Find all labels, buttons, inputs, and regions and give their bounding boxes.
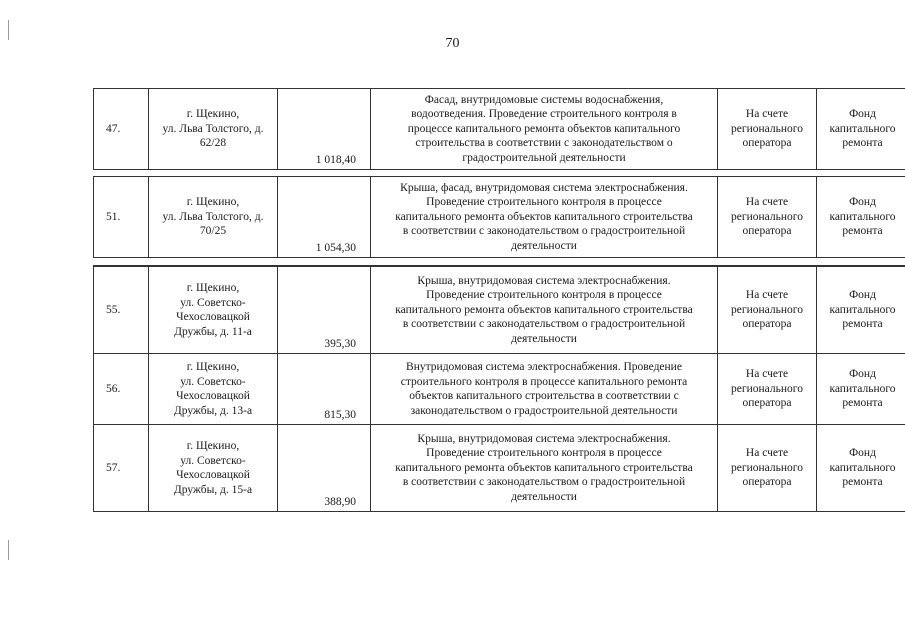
works-table-block-1: [93, 88, 905, 170]
row-account: На счете регионального оператора: [718, 177, 817, 258]
row-cost: 815,30: [278, 354, 371, 425]
table-row: [94, 425, 905, 512]
row-cost: 395,30: [278, 266, 371, 354]
row-account: На счете регионального оператора: [718, 354, 817, 425]
table-row: [94, 177, 905, 258]
row-work: Внутридомовая система электроснабжения. Проведение строительного контроля в процессе капитального ремонта объектов капитального строительства в соответствии с законодательством о градостроительной деятельности: [371, 354, 718, 425]
row-fund: Фонд капитального ремонта: [817, 89, 905, 170]
row-fund: Фонд капитального ремонта: [817, 177, 905, 258]
row-number: 56.: [94, 354, 149, 425]
page-number: 70: [445, 36, 460, 51]
row-work: Крыша, внутридомовая система электроснабжения. Проведение строительного контроля в процессе капитального ремонта объектов капитального строительства в соответствии с законодательством о градостроительной деятельности: [371, 266, 718, 354]
row-work: Фасад, внутридомовые системы водоснабжения, водоотведения. Проведение строительного контроля в процессе капитального ремонта объектов капитального строительства в соответствии с законодательством о градостроительной деятельности: [371, 89, 718, 170]
row-address: г. Щекино, ул. Льва Толстого, д. 70/25: [149, 177, 278, 258]
row-work: Крыша, внутридомовая система электроснабжения. Проведение строительного контроля в процессе капитального ремонта объектов капитального строительства в соответствии с законодательством о градостроительной деятельности: [371, 425, 718, 512]
scan-mark: [8, 540, 9, 560]
row-number: 55.: [94, 266, 149, 354]
row-account: На счете регионального оператора: [718, 266, 817, 354]
row-number: 57.: [94, 425, 149, 512]
row-number: 47.: [94, 89, 149, 170]
row-address: г. Щекино, ул. Советско- Чехословацкой Дружбы, д. 13-а: [149, 354, 278, 425]
row-address: г. Щекино, ул. Советско- Чехословацкой Дружбы, д. 11-а: [149, 266, 278, 354]
works-table-block-2: [93, 176, 905, 258]
table-row: [94, 266, 905, 354]
row-fund: Фонд капитального ремонта: [817, 425, 905, 512]
row-number: 51.: [94, 177, 149, 258]
row-fund: Фонд капитального ремонта: [817, 354, 905, 425]
table-row: [94, 354, 905, 425]
works-table-block-3: [93, 265, 905, 512]
row-cost: 388,90: [278, 425, 371, 512]
table-row: [94, 89, 905, 170]
scan-mark: [8, 20, 9, 40]
row-cost: 1 018,40: [278, 89, 371, 170]
row-account: На счете регионального оператора: [718, 89, 817, 170]
row-fund: Фонд капитального ремонта: [817, 266, 905, 354]
row-address: г. Щекино, ул. Льва Толстого, д. 62/28: [149, 89, 278, 170]
row-address: г. Щекино, ул. Советско- Чехословацкой Дружбы, д. 15-а: [149, 425, 278, 512]
row-account: На счете регионального оператора: [718, 425, 817, 512]
row-work: Крыша, фасад, внутридомовая система электроснабжения. Проведение строительного контроля в процессе капитального ремонта объектов капитального строительства в соответствии с законодательством о градостроительной деятельности: [371, 177, 718, 258]
row-cost: 1 054,30: [278, 177, 371, 258]
